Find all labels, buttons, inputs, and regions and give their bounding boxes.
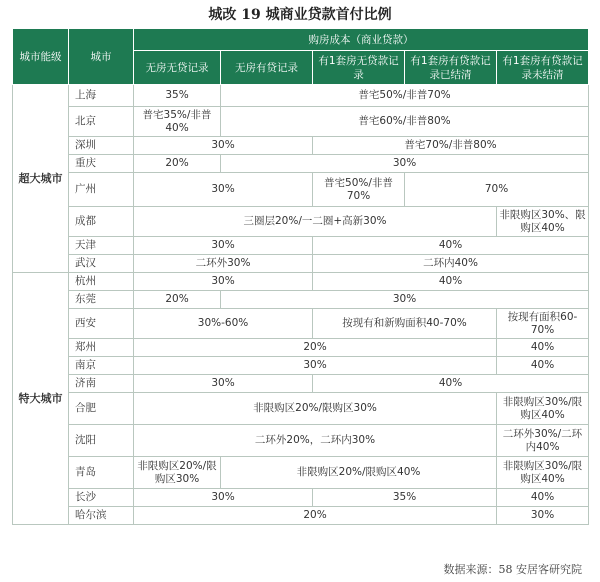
table-row [13,107,589,137]
value-cell: 30%-60% [134,309,313,339]
value-cell: 普宅50%/非普70% [313,173,405,207]
tier-label: 超大城市 [13,85,69,273]
city-cell: 上海 [69,85,134,107]
table-row [13,457,589,489]
city-cell: 南京 [69,357,134,375]
value-cell: 非限购区20%/限购区30% [134,393,497,425]
table-row [13,425,589,457]
city-cell: 武汉 [69,255,134,273]
city-cell: 天津 [69,237,134,255]
header-city: 城市 [69,29,134,85]
value-cell: 30% [497,507,589,525]
value-cell: 30% [134,137,313,155]
value-cell: 40% [313,237,589,255]
city-cell: 西安 [69,309,134,339]
value-cell: 30% [134,273,313,291]
value-cell: 30% [134,357,497,375]
city-cell: 长沙 [69,489,134,507]
value-cell: 普宅50%/非普70% [221,85,589,107]
value-cell: 二环外30%/二环内40% [497,425,589,457]
header-col: 有1套房有贷款记录未结清 [497,51,589,85]
table-row [13,207,589,237]
value-cell: 20% [134,291,221,309]
city-cell: 成都 [69,207,134,237]
table-row [13,393,589,425]
value-cell: 三圈层20%/一二圈+高新30% [134,207,497,237]
value-cell: 30% [134,489,313,507]
value-cell: 20% [134,155,221,173]
value-cell: 非限购区30%/限购区40% [497,457,589,489]
value-cell: 40% [497,489,589,507]
value-cell: 20% [134,339,497,357]
value-cell: 35% [134,85,221,107]
value-cell: 非限购区20%/限购区40% [221,457,497,489]
value-cell: 非限购区30%/限购区40% [497,393,589,425]
value-cell: 二环外30% [134,255,313,273]
table-row [13,357,589,375]
value-cell: 35% [313,489,497,507]
value-cell: 40% [313,273,589,291]
down-payment-table [12,28,589,525]
value-cell: 40% [497,339,589,357]
header-col: 有1套房无贷款记录 [313,51,405,85]
value-cell: 30% [221,155,589,173]
value-cell: 按现有面积60-70% [497,309,589,339]
value-cell: 非限购区30%、限购区40% [497,207,589,237]
table-row [13,291,589,309]
value-cell: 30% [134,173,313,207]
value-cell: 30% [221,291,589,309]
city-cell: 重庆 [69,155,134,173]
header-col: 无房有贷记录 [221,51,313,85]
city-cell: 广州 [69,173,134,207]
value-cell: 普宅35%/非普40% [134,107,221,137]
city-cell: 哈尔滨 [69,507,134,525]
city-cell: 郑州 [69,339,134,357]
city-cell: 合肥 [69,393,134,425]
table-row [13,137,589,155]
value-cell: 普宅60%/非普80% [221,107,589,137]
value-cell: 30% [134,375,313,393]
city-cell: 深圳 [69,137,134,155]
city-cell: 青岛 [69,457,134,489]
value-cell: 20% [134,507,497,525]
header-col: 无房无贷记录 [134,51,221,85]
city-cell: 北京 [69,107,134,137]
table-row [13,173,589,207]
table-row [13,339,589,357]
table-row [13,375,589,393]
value-cell: 40% [313,375,589,393]
tier-label: 特大城市 [13,273,69,525]
city-cell: 东莞 [69,291,134,309]
table-row [13,255,589,273]
city-cell: 济南 [69,375,134,393]
page-title: 城改 19 城商业贷款首付比例 [208,7,392,23]
table-row [13,309,589,339]
header-group: 购房成本（商业贷款） [134,29,589,51]
value-cell: 非限购区20%/限购区30% [134,457,221,489]
city-cell: 杭州 [69,273,134,291]
table-row [13,155,589,173]
header-col: 有1套房有贷款记录已结清 [405,51,497,85]
value-cell: 二环外20%，二环内30% [134,425,497,457]
table-row [13,85,589,107]
source-note: 数据来源：58 安居客研究院 [443,563,582,576]
table-row [13,237,589,255]
header-tier: 城市能级 [13,29,69,85]
value-cell: 30% [134,237,313,255]
value-cell: 40% [497,357,589,375]
value-cell: 按现有和新购面积40-70% [313,309,497,339]
value-cell: 70% [405,173,589,207]
value-cell: 普宅70%/非普80% [313,137,589,155]
table-row [13,489,589,507]
city-cell: 沈阳 [69,425,134,457]
value-cell: 二环内40% [313,255,589,273]
table-row [13,273,589,291]
table-row [13,507,589,525]
